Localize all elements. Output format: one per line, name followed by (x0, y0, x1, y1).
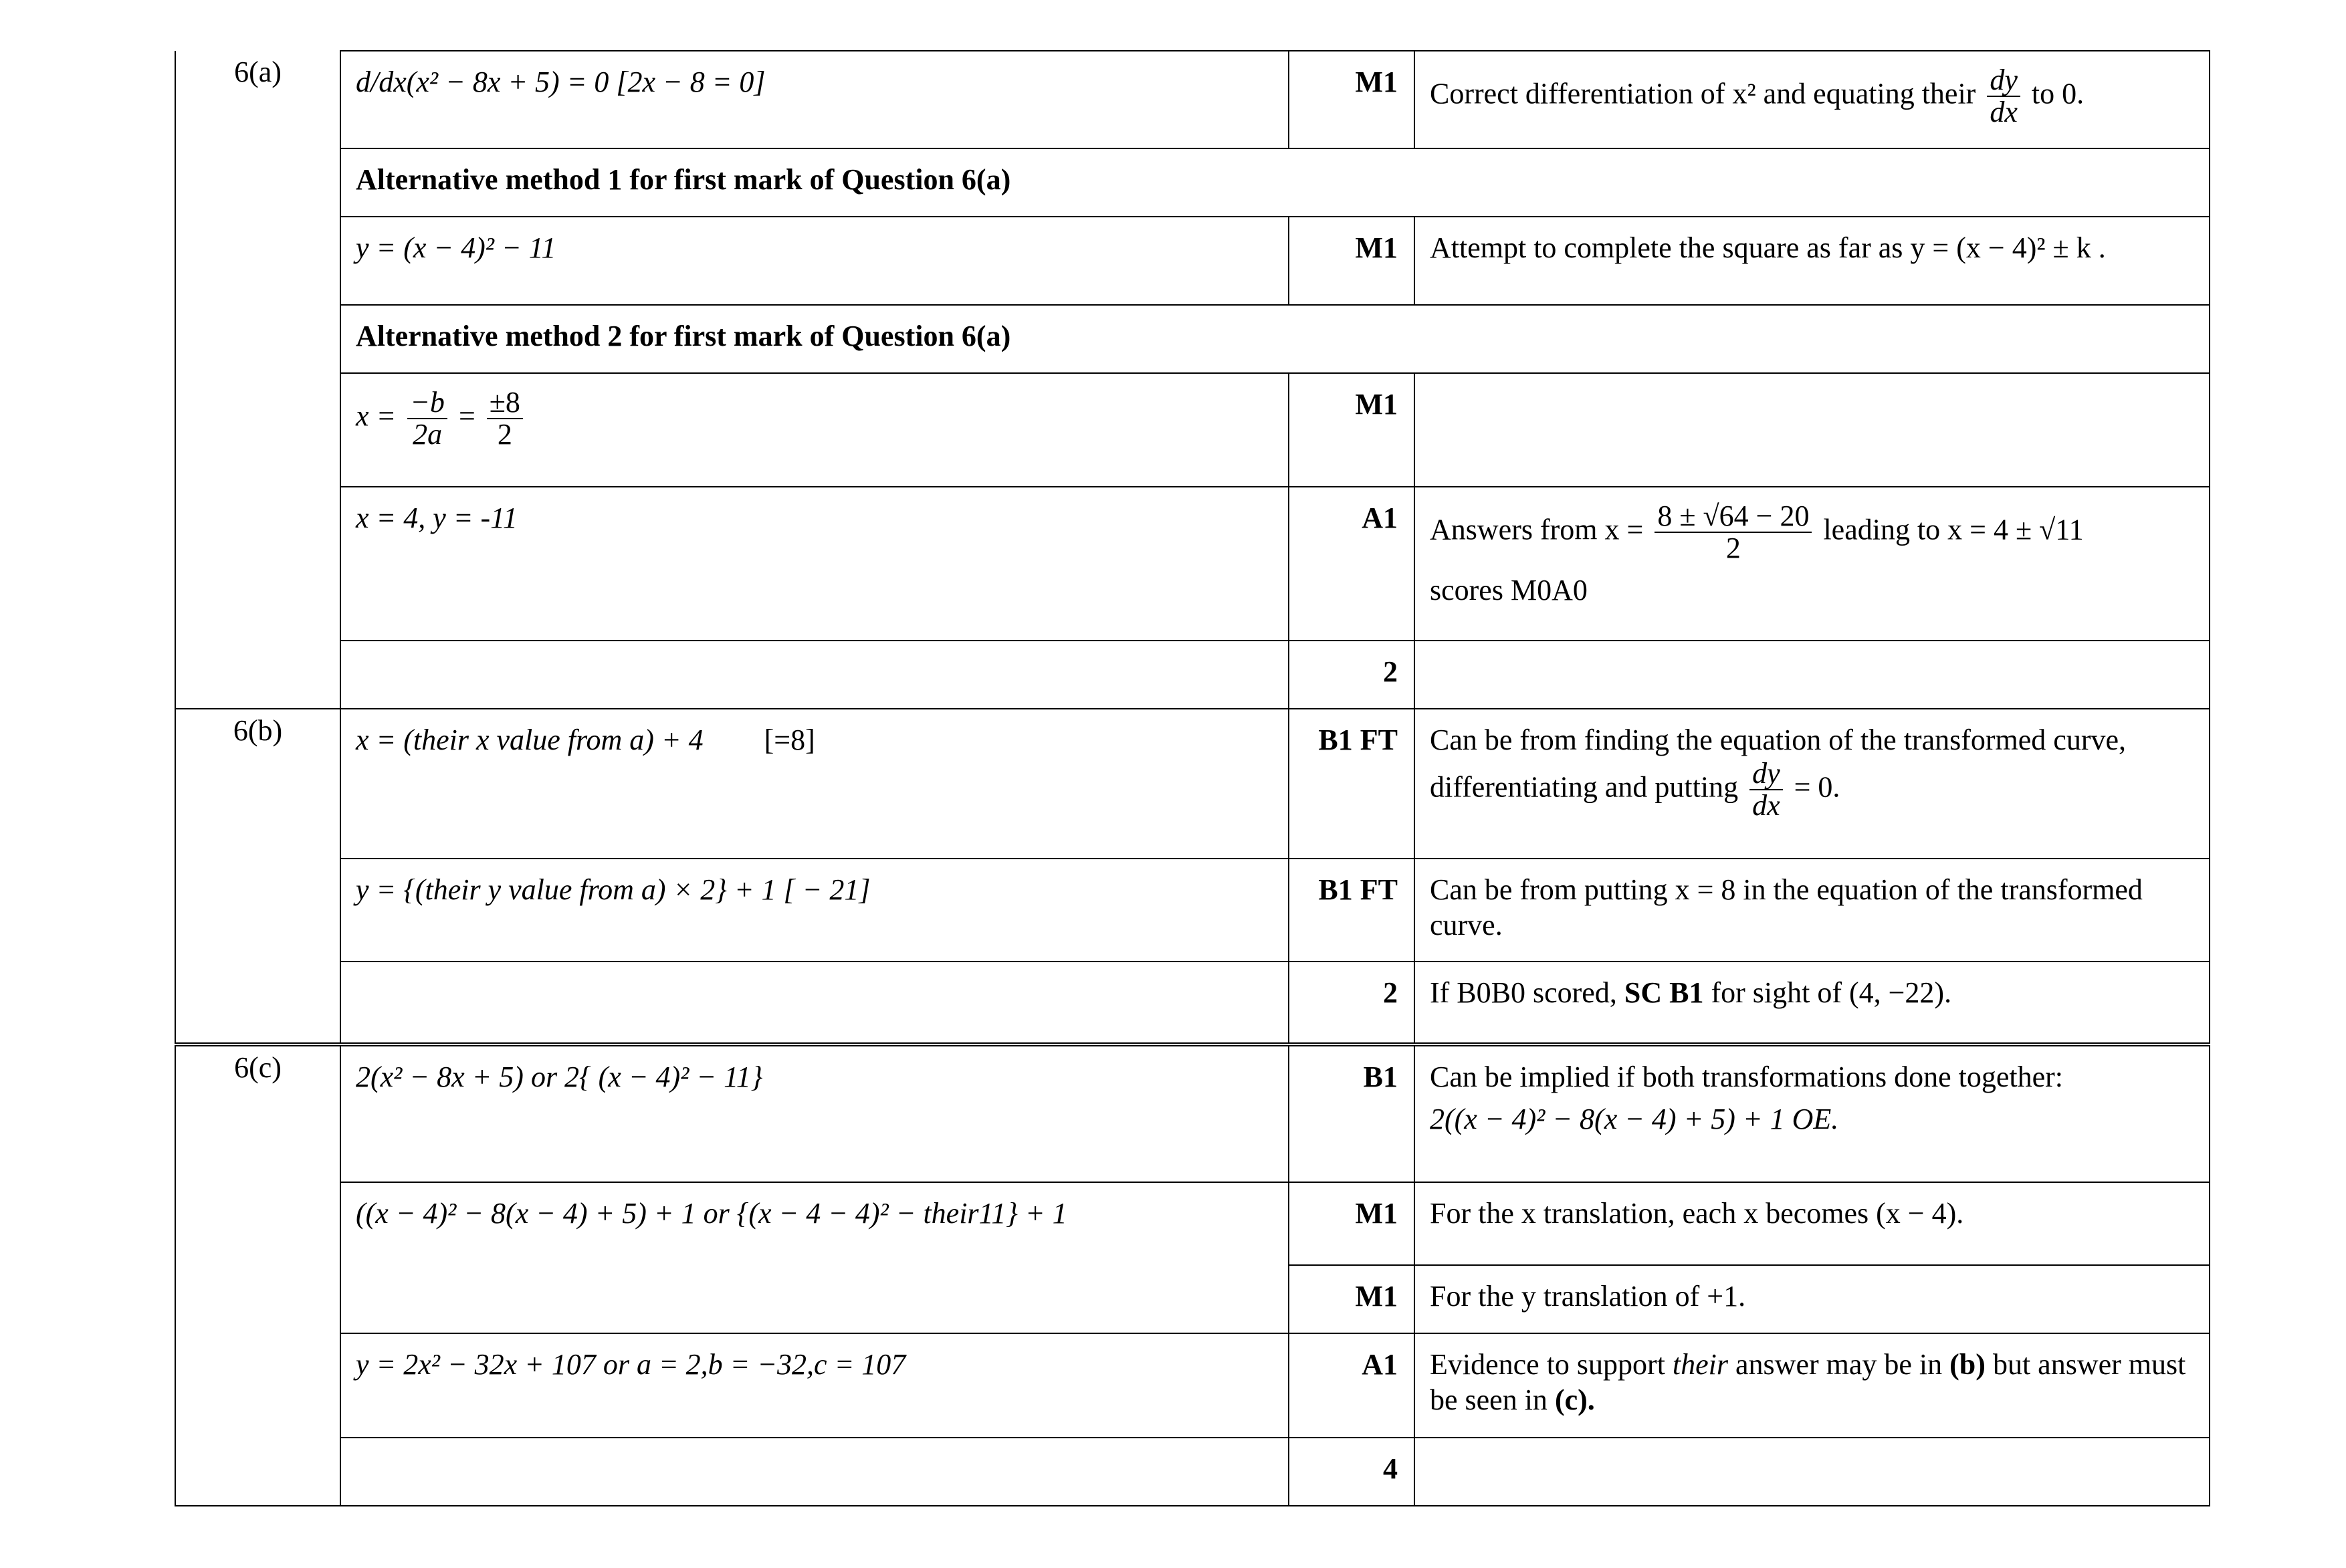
guidance-cell (1414, 1438, 2210, 1506)
answer-cell: y = (x − 4)² − 11 (340, 217, 1289, 305)
guidance-cell: If B0B0 scored, SC B1 for sight of (4, −22). (1414, 962, 2210, 1044)
table-row (175, 487, 2210, 641)
table-row (175, 305, 2210, 373)
table-row (175, 1438, 2210, 1506)
guidance-cell: For the x translation, each x becomes (x − 4). (1414, 1182, 2210, 1265)
mark-cell: M1 (1289, 51, 1414, 148)
mark-cell: M1 (1289, 1265, 1414, 1333)
table-row (175, 641, 2210, 709)
mark-total: 2 (1289, 962, 1414, 1044)
guidance-cell: Answers from x = $\frac{8 \pm √64 - 20}{2}$ leading to x = 4 ± √11 scores M0A0 (1414, 487, 2210, 641)
answer-cell (340, 641, 1289, 709)
table-row (175, 709, 2210, 859)
mark-cell: A1 (1289, 1333, 1414, 1438)
guidance-cell: Correct differentiation of x² and equating their $\frac{dy}{dx}$ to 0. (1414, 51, 2210, 148)
table-row (175, 1182, 2210, 1265)
answer-cell: x = 4, y = -11 (340, 487, 1289, 641)
answer-cell (340, 1438, 1289, 1506)
mark-cell: M1 (1289, 217, 1414, 305)
guidance-cell: Can be from putting x = 8 in the equation of the transformed curve. (1414, 859, 2210, 962)
mark-cell: B1 FT (1289, 859, 1414, 962)
table-row (175, 148, 2210, 217)
question-label-6a: 6(a) (175, 51, 340, 709)
guidance-cell: Can be from finding the equation of the transformed curve, differentiating and putting $\frac{dy}{dx}$ = 0. (1414, 709, 2210, 859)
mark-scheme-table (175, 50, 2210, 1506)
mark-cell: M1 (1289, 373, 1414, 487)
mark-cell: M1 (1289, 1182, 1414, 1265)
mark-total: 4 (1289, 1438, 1414, 1506)
fraction: $\frac{8 \pm √64 - 20}{2}$ (1655, 501, 1812, 564)
guidance-cell: Evidence to support their answer may be in (b) but answer must be seen in (c). (1414, 1333, 2210, 1438)
answer-cell: 2(x² − 8x + 5) or 2{ (x − 4)² − 11} (340, 1044, 1289, 1182)
fraction: $\frac{\pm 8}{2}$ (487, 387, 523, 450)
guidance-cell: Can be implied if both transformations done together: 2((x − 4)² − 8(x − 4) + 5) + 1 OE. (1414, 1044, 2210, 1182)
answer-cell: x = $\frac{-b}{2a}$ = $\frac{\pm 8}{2}$ (340, 373, 1289, 487)
table-row (175, 962, 2210, 1044)
answer-cell: x = (their x value from a) + 4 [=8] (340, 709, 1289, 859)
answer-cell: y = {(their y value from a) × 2} + 1 [ − 21] (340, 859, 1289, 962)
table-row (175, 859, 2210, 962)
table-row (175, 1333, 2210, 1438)
fraction: $\frac{-b}{2a}$ (407, 387, 447, 450)
answer-cell: ((x − 4)² − 8(x − 4) + 5) + 1 or {(x − 4 − 4)² − their11} + 1 (340, 1182, 1289, 1333)
question-label-6c: 6(c) (175, 1044, 340, 1506)
fraction: $\frac{dy}{dx}$ (1987, 65, 2020, 128)
table-row (175, 373, 2210, 487)
mark-cell: B1 FT (1289, 709, 1414, 859)
alternative-method-heading: Alternative method 2 for first mark of Question 6(a) (340, 305, 2210, 373)
guidance-cell (1414, 641, 2210, 709)
guidance-cell: Attempt to complete the square as far as y = (x − 4)² ± k . (1414, 217, 2210, 305)
guidance-cell (1414, 373, 2210, 487)
question-label-6b: 6(b) (175, 709, 340, 1044)
mark-cell: A1 (1289, 487, 1414, 641)
answer-cell (340, 962, 1289, 1044)
guidance-cell: For the y translation of +1. (1414, 1265, 2210, 1333)
answer-cell: d/dx(x² − 8x + 5) = 0 [2x − 8 = 0] (340, 51, 1289, 148)
fraction: $\frac{dy}{dx}$ (1749, 758, 1783, 821)
mark-cell: B1 (1289, 1044, 1414, 1182)
table-row (175, 51, 2210, 148)
answer-cell: y = 2x² − 32x + 107 or a = 2,b = −32,c = 107 (340, 1333, 1289, 1438)
table-row (175, 1044, 2210, 1182)
mark-total: 2 (1289, 641, 1414, 709)
table-row (175, 217, 2210, 305)
alternative-method-heading: Alternative method 1 for first mark of Question 6(a) (340, 148, 2210, 217)
